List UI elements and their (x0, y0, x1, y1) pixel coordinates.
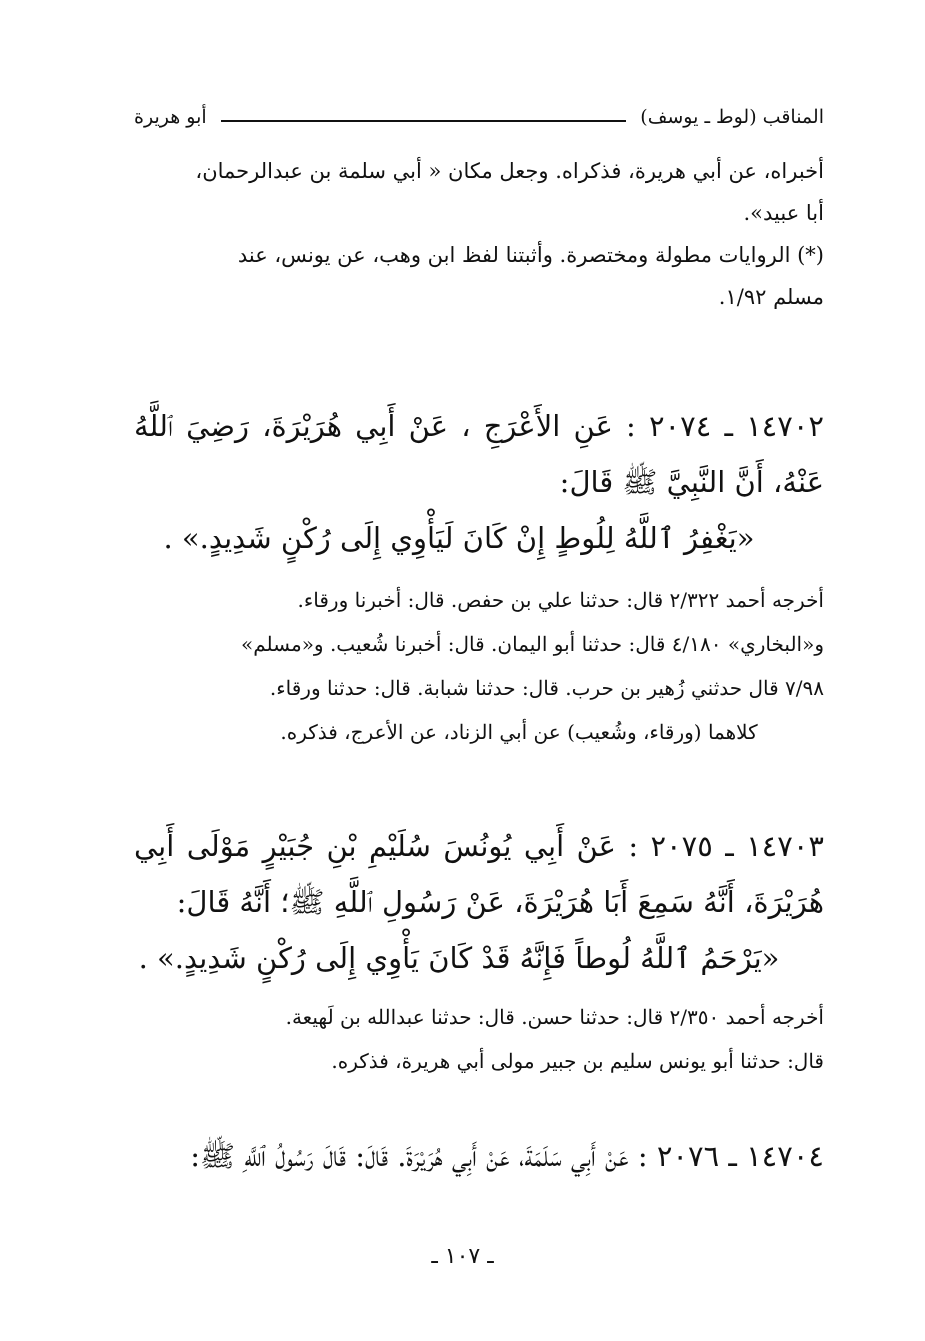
hadith-matn: «يَغْفِرُ ٱللَّهُ لِلُوطٍ إِنْ كَانَ لَيَأْوِي إِلَى رُكْنٍ شَدِيدٍ.» . (163, 521, 755, 555)
page-number: ـ ١٠٧ ـ (431, 1244, 494, 1269)
footnote-line: (*) الروايات مطولة ومختصرة. وأثبتنا لفظ ابن وهب، عن يونس، عند (237, 243, 824, 267)
hadith-isnad: ١٤٧٠٢ ـ ٢٠٧٤ : عَنِ الأَعْرَجِ ، عَنْ أَبِي هُرَيْرَةَ، رَضِيَ ٱللَّهُ عَنْهُ، أَنَّ النَّبِيَّ ﷺ قَالَ: (134, 409, 824, 499)
hadith-isnad: ١٤٧٠٤ ـ ٢٠٧٦ : عَنْ أَبِي سَلَمَةَ، عَنْ أَبِي هُرَيْرَةَ. قَالَ: قَالَ رَسُولُ ٱللَّهِ ﷺ: (190, 1139, 824, 1173)
running-header (134, 100, 824, 134)
takhrij-14703 (134, 995, 824, 1083)
hadith-14703 (134, 818, 824, 986)
takhrij-line: و«البخاري» ٤/١٨٠ قال: حدثنا أبو اليمان. قال: أخبرنا شُعيب. و«مسلم» (240, 632, 824, 656)
section-author: أبو هريرة (134, 106, 207, 128)
takhrij-line: أخرجه أحمد ٢/٣٢٢ قال: حدثنا علي بن حفص. قال: أخبرنا ورقاء. (297, 588, 824, 612)
footnote-line: أبا عبيد». (743, 201, 824, 225)
chapter-title: المناقب (لوط ـ يوسف) (640, 106, 824, 128)
hadith-14702 (134, 398, 824, 566)
takhrij-line: ٧/٩٨ قال حدثني زُهير بن حرب. قال: حدثنا شبابة. قال: حدثنا ورقاء. (269, 676, 824, 700)
previous-footnote (134, 150, 824, 318)
footnote-line: أخبراه، عن أبي هريرة، فذكراه. وجعل مكان « أبي سلمة بن عبدالرحمان، (195, 159, 824, 183)
hadith-isnad: ١٤٧٠٣ ـ ٢٠٧٥ : عَنْ أَبِي يُونُسَ سُلَيْمِ بْنِ جُبَيْرٍ مَوْلَى أَبِي هُرَيْرَةَ، أَنَّهُ سَمِعَ أَبَا هُرَيْرَةَ، عَنْ رَسُولِ ٱللَّهِ ﷺ؛ أَنَّهُ قَالَ: (134, 829, 824, 919)
hadith-14704 (134, 1128, 824, 1184)
takhrij-14702 (134, 578, 824, 754)
hadith-matn: «يَرْحَمُ ٱللَّهُ لُوطاً فَإِنَّهُ قَدْ كَانَ يَأْوِي إِلَى رُكْنٍ شَدِيدٍ.» . (138, 941, 780, 975)
header-rule (221, 120, 627, 122)
takhrij-line: كلاهما (ورقاء، وشُعيب) عن أبي الزناد، عن الأعرج، فذكره. (280, 720, 758, 744)
takhrij-line: أخرجه أحمد ٢/٣٥٠ قال: حدثنا حسن. قال: حدثنا عبدالله بن لَهيعة. (285, 1005, 824, 1029)
takhrij-line: قال: حدثنا أبو يونس سليم بن جبير مولى أبي هريرة، فذكره. (331, 1049, 824, 1073)
footnote-line: مسلم ١/٩٢. (718, 285, 824, 309)
